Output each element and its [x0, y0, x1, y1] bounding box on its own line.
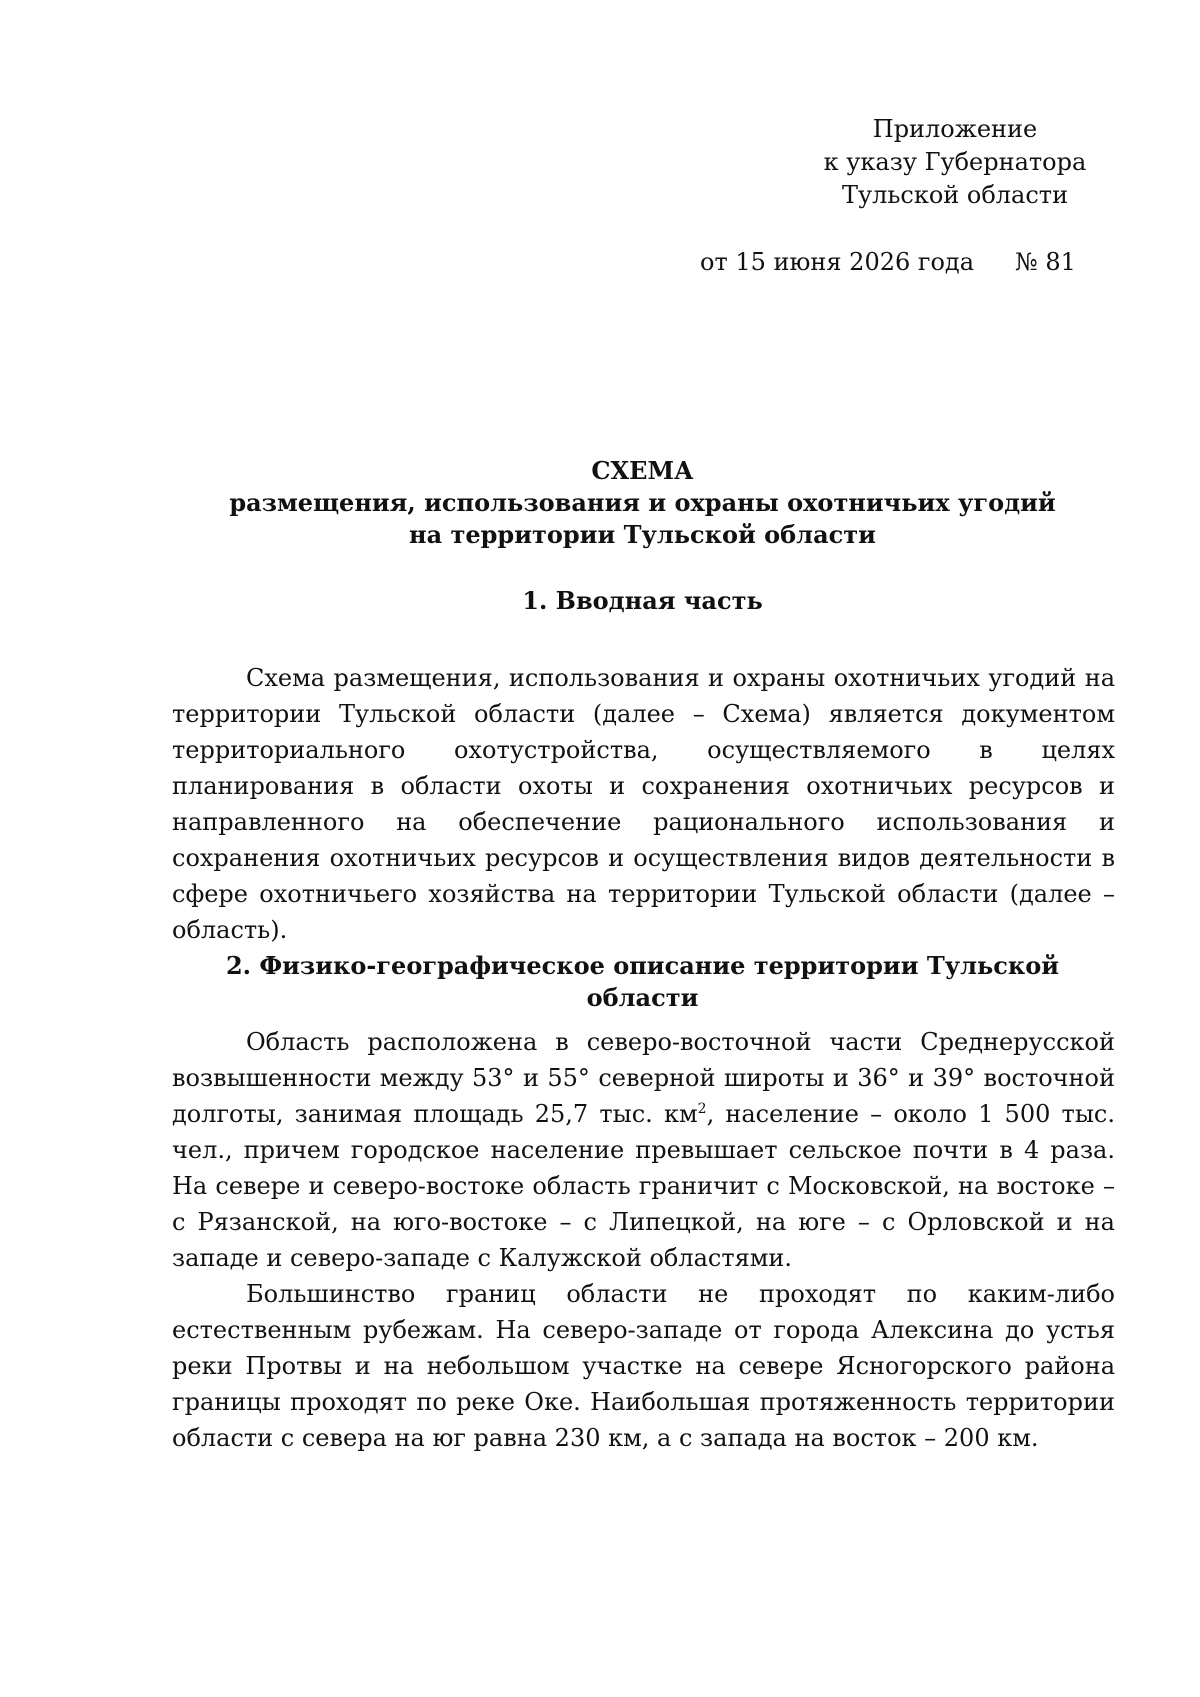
paragraph-1-part-a: Область расположена в северо-восточной части Среднерусской возвышенности между 53° и 55° северной широты и 36° и 39° восточной долготы, занимая площадь 25,7 тыс. км	[172, 1028, 1115, 1128]
section-1-body	[172, 660, 1115, 948]
title-line-3: на территории Тульской области	[409, 520, 876, 549]
section-2-heading: 2. Физико-географическое описание территории Тульской области	[225, 951, 1060, 1012]
section-1-paragraph: Схема размещения, использования и охраны охотничьих угодий на территории Тульской области (далее – Схема) является документом территориального охотустройства, осуществляемого в целях планирования в области охоты и сохранения охотничьих ресурсов и направленного на обеспечение рационального использования и сохранения охотничьих ресурсов и осуществления видов деятельности в сфере охотничьего хозяйства на территории Тульской области (далее – область).	[172, 664, 1115, 944]
document-title	[170, 455, 1115, 551]
section-2-paragraph-2: Большинство границ области не проходят по каким-либо естественным рубежам. На северо-западе от города Алексина до устья реки Протвы и на небольшом участке на севере Ясногорского района границы проходят по реке Оке. Наибольшая протяженность территории области с севера на юг равна 230 км, а с запада на восток – 200 км.	[172, 1280, 1115, 1452]
title-line-2: размещения, использования и охраны охотничьих угодий	[229, 488, 1056, 517]
decree-number: № 81	[1015, 248, 1076, 276]
area-unit-superscript: 2	[697, 1101, 707, 1117]
appendix-line-1: Приложение	[872, 115, 1038, 143]
section-1-heading: 1. Вводная часть	[522, 586, 763, 615]
section-2-paragraph-1	[172, 1024, 1115, 1276]
appendix-line-2: к указу Губернатора	[823, 148, 1087, 176]
appendix-header	[790, 113, 1120, 212]
decree-date-row	[700, 246, 1120, 279]
decree-date: от 15 июня 2026 года	[700, 248, 974, 276]
appendix-line-3: Тульской области	[841, 181, 1069, 209]
title-main: СХЕМА	[591, 456, 694, 485]
paragraph-1-part-b: , население – около 1 500 тыс. чел., причем городское население превышает сельское почти в 4 раза. На севере и северо-востоке область граничит с Московской, на востоке – с Рязанской, на юго-востоке – с Липецкой, на юге – с Орловской и на западе и северо-западе с Калужской областями.	[172, 1100, 1115, 1272]
section-2-body	[172, 1024, 1115, 1456]
